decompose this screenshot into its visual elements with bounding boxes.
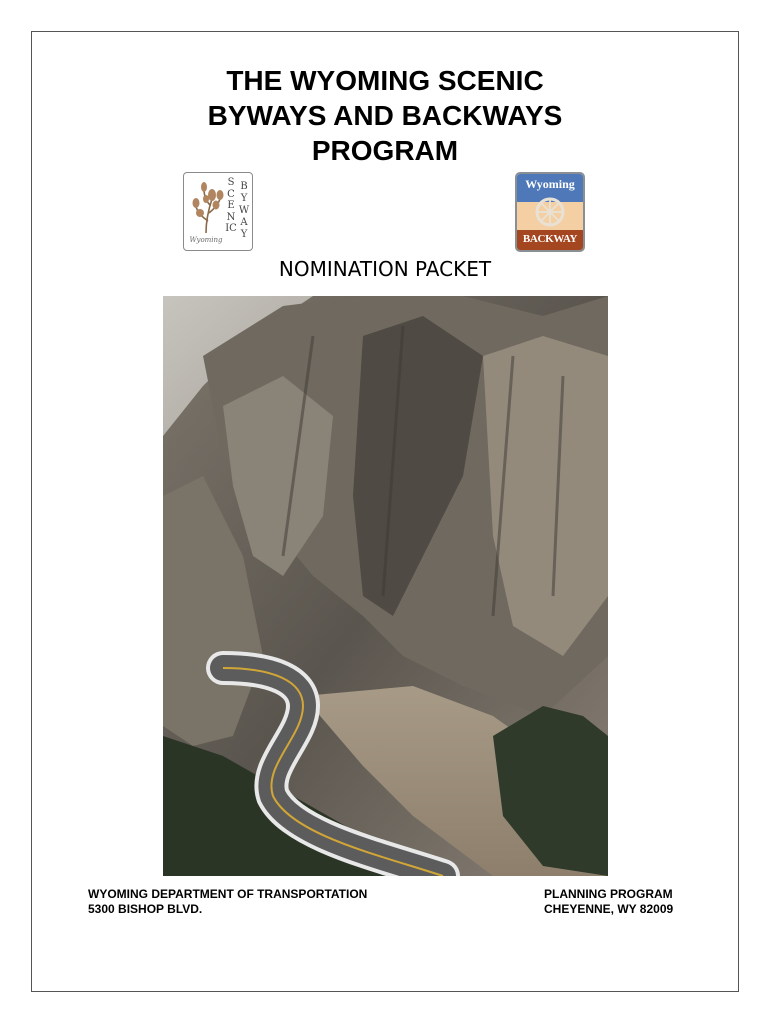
- footer-left: [88, 887, 367, 917]
- footer-right: [544, 887, 673, 917]
- title-line-2: BYWAYS AND BACKWAYS: [207, 100, 563, 131]
- logo-word-byway: BYWAY: [238, 181, 250, 240]
- wagon-wheel-icon: [534, 196, 566, 228]
- logo-top-text: Wyoming: [525, 177, 575, 191]
- footer-city: CHEYENNE, WY 82009: [544, 902, 674, 916]
- document-subtitle: NOMINATION PACKET: [278, 257, 492, 281]
- wyoming-backway-logo: [515, 172, 585, 252]
- footer-program: PLANNING PROGRAM: [544, 887, 673, 901]
- canyon-road-photo: [163, 296, 608, 876]
- title-line-3: PROGRAM: [311, 135, 459, 166]
- logo-script-wyoming: Wyoming: [189, 236, 223, 244]
- logo-word-scenic: SCENIC: [225, 177, 237, 234]
- scenic-byway-logo: [183, 172, 253, 251]
- document-title: [0, 63, 770, 168]
- logo-bottom-text: BACKWAY: [522, 233, 578, 245]
- footer-address: 5300 BISHOP BLVD.: [88, 902, 203, 916]
- title-line-1: THE WYOMING SCENIC: [226, 65, 544, 96]
- footer-agency: WYOMING DEPARTMENT OF TRANSPORTATION: [88, 887, 368, 901]
